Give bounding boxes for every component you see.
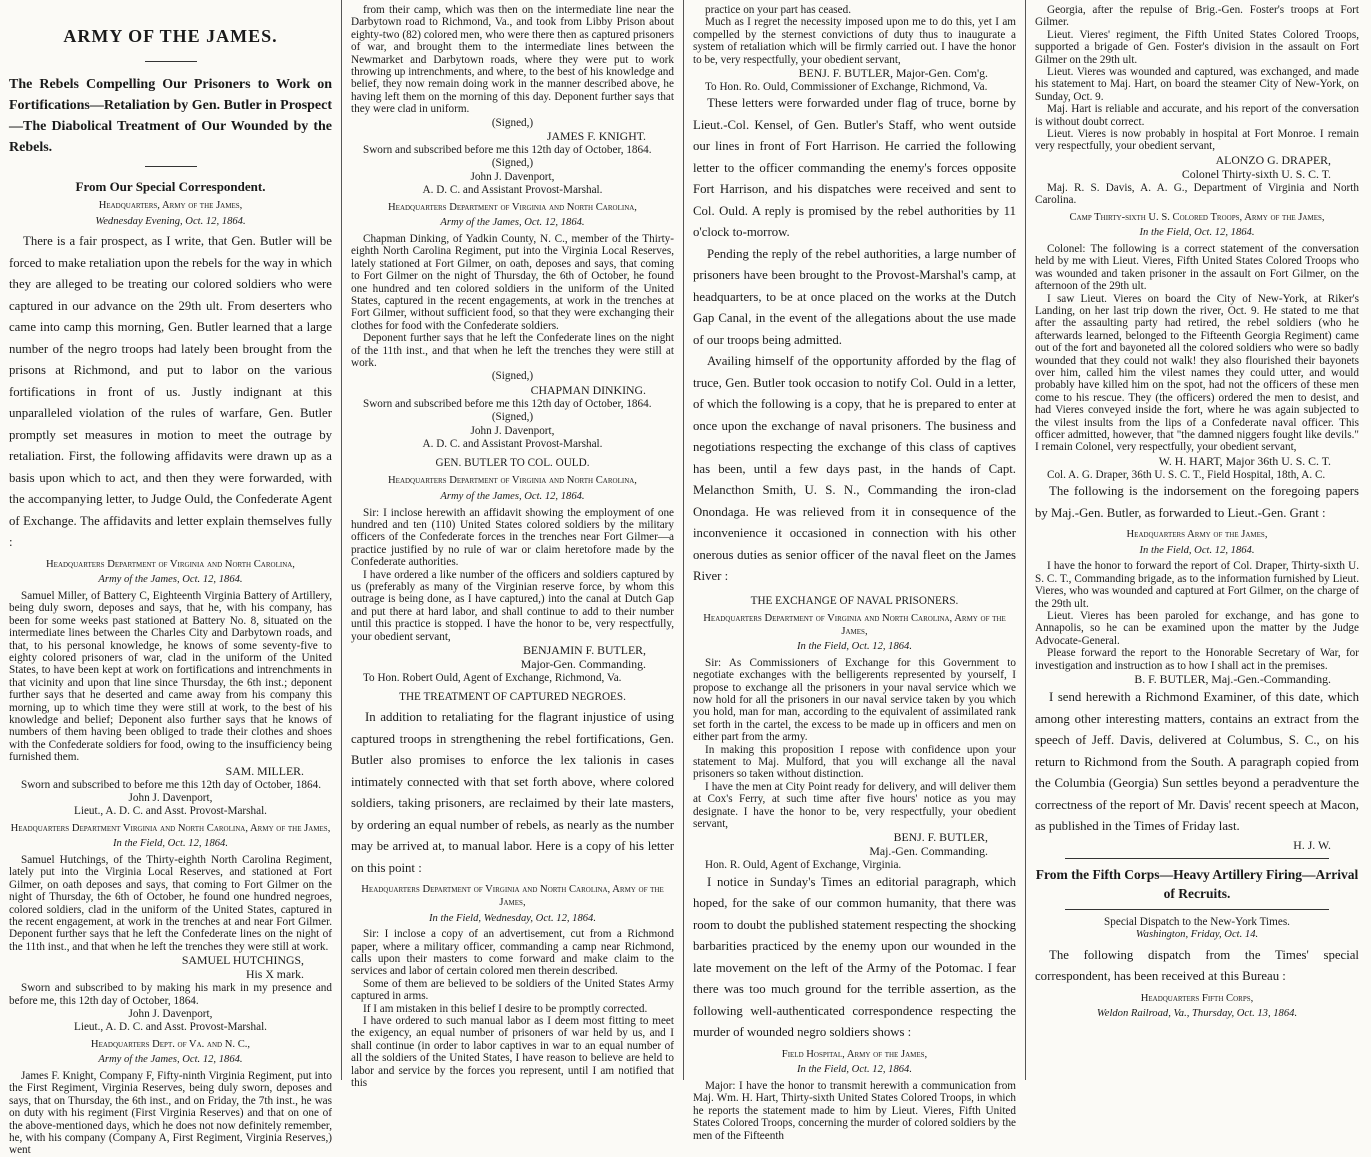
hq-heading: Field Hospital, Army of the James, [781,1048,928,1060]
letter-paragraph: I have ordered a like number of the officers and soldiers captured by us (preferably as many of the Virginian reserve force, by whom this outrage is being done, as I have captured,) into the canal at Dutch Gap and put there at hard labor, and shall continue to add to their number until this practice is stopped. I have the honor to be, very respectfully, your obedient servant, [351,568,674,643]
body-paragraph: These letters were forwarded under flag of truce, borne by Lieut.-Col. Kensel, of Gen. Butler's Staff, who went outside our lines in front of Fort Harrison. He carried the following letter to the officer commanding the enemy's forces opposite Fort Harrison, and his dispatches were received and sent to Col. Ould. A reply is promised by the rebel authorities by 11 o'clock to-morrow. [693,96,1016,240]
hq-subheading: Army of the James, Oct. 12, 1864. [98,574,243,586]
addressee: To Hon. Ro. Ould, Commissioner of Exchange, Richmond, Va. [705,81,988,94]
letter-paragraph: Much as I regret the necessity imposed upon me to do this, yet I am compelled by the sternest convictions of duty thus to inaugurate a system of retaliation which will be firmly carried out. I have the honor to be, very respectfully, your obedient servant, [693,16,1016,66]
signature: John J. Davenport, [470,170,555,183]
signature-title: Maj.-Gen. Commanding. [869,844,988,859]
signature-title: Major-Gen. Commanding. [520,657,646,672]
signature: W. H. HART, Major 36th U. S. C. T. [1158,453,1331,468]
signature: John J. Davenport, [128,791,213,804]
hq-heading: Headquarters Department of Virginia and North Carolina, [388,475,637,487]
section-subhead: GEN. BUTLER TO COL. OULD. [435,457,590,470]
signature: BENJ. F. BUTLER, Major-Gen. Com'g. [798,66,988,81]
column-3 [684,0,1026,1142]
masthead-rule [145,61,197,62]
hq-subheading: Army of the James, Oct. 12, 1864. [440,217,585,229]
correspondent-line: From Our Special Correspondent. [75,179,266,194]
addressee: To Hon. Robert Ould, Agent of Exchange, Richmond, Va. [363,672,622,685]
signature: John J. Davenport, [128,1008,213,1021]
hq-heading: Headquarters Department Virginia and North Carolina, Army of the James, [10,822,331,834]
body-paragraph: I notice in Sunday's Times an editorial paragraph, which hoped, for the sake of our common humanity, that there was room to doubt the published statement respecting the shocking barbarities practiced by the enemy upon our wounded in the late movement on the left of the Army of the Potomac. I fear there was too much ground for the terrible assertion, as the following well-authenticated correspondence respecting the murder of wounded negro soldiers shows : [693,874,1016,1040]
hq-subheading: In the Field, Oct. 12, 1864. [796,1064,913,1076]
letter-paragraph: Lieut. Vieres' regiment, the Fifth United States Colored Troops, supported a brigade of Gen. Foster's division in the assault on Fort Gilmer on the 29th ult. [1035,28,1359,66]
addressee: Maj. R. S. Davis, A. A. G., Department of Virginia and North Carolina. [1035,181,1359,207]
body-paragraph: Availing himself of the opportunity afforded by the flag of truce, Gen. Butler took occasion to notify Col. Ould in a letter, of which the following is a copy, that he is prepared to enter at once upon the exchange of naval prisoners. The business and negotiations respecting the exchange of this class of captives has been, until a few days past, in the hands of Capt. Melancthon Smith, U. S. N., Commanding the iron-clad Onondaga. He was relieved from it in consequence of the inconvenience it occasioned in connection with his other onerous duties as senior officer of the naval fleet on the James River : [693,354,1016,584]
letter-paragraph: Maj. Hart is reliable and accurate, and his report of the conversation is without doubt correct. [1035,103,1359,128]
letter-paragraph: If I am mistaken in this belief I desire to be promptly corrected. [363,1002,648,1015]
intro-paragraph: There is a fair prospect, as I write, that Gen. Butler will be forced to make retaliation upon the rebels for the way in which they are alleged to be treating our colored soldiers who were captured in our advance on the 29th ult. From deserters who came into camp this morning, Gen. Butler learned that a large number of the negro troops had lately been brought from the prisons at Richmond, and put to labor on the various fortifications in front of us. Justly indignant at this unparalleled violation of the rules of warfare, Gen. Butler promptly set measures in motion to meet the outrage by retaliation. First, the following affidavits were drawn up as a basis upon which to act, and then they were forwarded, with the accompanying letter, to Judge Ould, the Confederate Agent of Exchange. The affidavits and letter explain themselves fully : [9,234,332,550]
hq-heading: Headquarters Department of Virginia and North Carolina, [46,558,295,570]
signed-marker: (Signed,) [491,411,534,424]
signature: JAMES F. KNIGHT. [546,129,646,144]
sworn-statement: Sworn and subscribed to before me this 12th day of October, 1864. [21,778,321,791]
letter-paragraph: Please forward the report to the Honorable Secretary of War, for investigation and instruction as to how I shall act in the premises. [1035,647,1359,672]
signed-marker: (Signed,) [491,370,534,383]
hq-subheading: Army of the James, Oct. 12, 1864. [98,1054,243,1066]
letter-paragraph: I have the men at City Point ready for delivery, and will deliver them at Cox's Ferry, at such time after five hours' notice as you may designate. I have the honor to be, very respectfully, your obedient servant, [693,780,1016,830]
body-paragraph: The following dispatch from the Times' special correspondent, has been received at this Bureau : [1035,947,1359,984]
hq-subheading: Army of the James, Oct. 12, 1864. [440,490,585,502]
letter-paragraph: Lieut. Vieres was wounded and captured, was exchanged, and made his statement to Maj. Hart, on board the steamer City of New-York, on Sunday, Oct. 9. [1035,66,1359,103]
signature-title: Lieut., A. D. C. and Asst. Provost-Marshal. [74,805,267,818]
article-title: From the Fifth Corps—Heavy Artillery Firing—Arrival of Recruits. [1035,866,1359,901]
signature-initials: H. J. W. [1293,837,1331,852]
hq-heading: Headquarters Department of Virginia and North Carolina, Army of the James, [361,884,664,909]
signature: BENJ. F. BUTLER, [893,830,988,845]
special-dispatch-line: Special Dispatch to the New-York Times. [1104,915,1290,928]
affidavit-hutchings: Samuel Hutchings, of the Thirty-eighth North Carolina Regiment, lately put into the Virginia Local Reserves, and stationed at Fort Gilmer, on oath deposes and says, that coming to Fort Gilmer on the night of Thursday, the 6th of October, he found one hundred negroes, colored soldiers, clad in the uniform of the United States, captured in the recent engagement, at work in the trenches at and near Fort Gilmer. Deponent further says that he left the Confederate lines on the night of the 11th inst., and that when he left the trenches they were still at work. [9,853,332,953]
dateline-2: Wednesday Evening, Oct. 12, 1864. [95,215,246,227]
signature: CHAPMAN DINKING. [530,382,646,397]
hq-subheading: In the Field, Oct. 12, 1864. [1139,227,1255,239]
sworn-statement: Sworn and subscribed before me this 12th day of October, 1864. [363,144,652,157]
signed-marker: (Signed,) [491,157,534,170]
hq-subheading: In the Field, Oct. 12, 1864. [796,641,913,653]
letter-paragraph: I have ordered to such manual labor as I deem most fitting to meet the exigency, an equal number of prisoners of war held by us, and I shall continue (in order to labor captives in war to an equal number of all the soldiers of the United States, I have reason to believe are held to labor and service by the forces you represent, until I am notified that this [351,1015,674,1090]
signature: SAM. MILLER. [225,763,304,778]
column-1 [0,0,342,1157]
hq-heading: Camp Thirty-sixth U. S. Colored Troops, Army of the James, [1069,211,1325,223]
signature: SAMUEL HUTCHINGS, [181,953,304,968]
letter-paragraph: Some of them are believed to be soldiers of the United States Army captured in arms. [351,977,674,1003]
sworn-statement: Sworn and subscribed to by making his mark in my presence and before me, this 12th day of October, 1864. [9,982,332,1007]
signature: John J. Davenport, [470,424,555,437]
hq-heading: Headquarters Army of the James, [1126,529,1268,541]
section-rule [1065,858,1329,859]
dateline: Washington, Friday, Oct. 14. [1135,928,1259,940]
section-subhead: THE TREATMENT OF CAPTURED NEGROES. [399,691,626,704]
article-masthead: ARMY OF THE JAMES. [63,26,278,46]
affidavit-miller: Samuel Miller, of Battery C, Eighteenth Virginia Battery of Artillery, being duly sworn, deposes and says, that he, with his company, has been for some weeks past stationed at Battery No. 8, situated on the intermediate lines between the Charles City and Darbytown roads, and that, to his personal knowledge, he knows of some seventy-five to eighty colored prisoners of war, clad in the uniform of the United States, to have been kept at work on fortifications and intrenchments in that vicinity and upon that line since Thursday, the 6th inst.; deponent further says that he deserted and came away from his company this morning, up to which time they were still at work, to the best of his knowledge and belief; Deponent also further says that he knows of numbers of them having been obliged to trade their clothes and shoes with the Confederate soldiers for food, owing to the insufficiency being furnished them. [9,589,332,764]
affidavit-dinking: Chapman Dinking, of Yadkin County, N. C., member of the Thirty-eighth North Carolina Regiment, put into the Virginia Local Reserves, lately stationed at Fort Gilmer, on oath, deposes and says, that coming to Fort Gilmer on the night of Thursday, the 6th of October, he found one hundred and ten colored soldiers in the uniform of the United States, captured in the recent engagements, at work in the trenches at Fort Gilmer, without sufficient food, so that they were exchanging their clothes for food with the Confederate soldiers. [351,232,674,332]
hq-heading: Headquarters Fifth Corps, [1140,992,1254,1004]
signature-title: Lieut., A. D. C. and Asst. Provost-Marshal. [74,1021,267,1034]
letter-paragraph: Sir: As Commissioners of Exchange for this Government to negotiate exchanges with the belligerents represented by yourself, I propose to exchange all the prisoners in your naval service which we now hold for all the prisoners in our naval service taken by you which you hold, man for man, according to the equivalent of assimilated rank set forth in the cartel, the excess to be made up in officers and men on either part from the army. [693,656,1016,744]
letter-paragraph: I saw Lieut. Vieres on board the City of New-York, at Riker's Landing, on her last trip down the river, Oct. 9. He stated to me that after the assaulting party had retired, the rebel soldiers (who he afterwards learned, belonged to the Fifteenth Georgia Regiment) came out of the fort and bayoneted all the colored soldiers who were so badly wounded that they could not walk! they also flourished their bayonets over him, called him the vilest names they could utter, and would probably have killed him on the spot, had not the officers of these men come to his rescue. They (the officers) ordered the men to desist, and had Vieres conveyed inside the fort, where he was again subjected to the vilest insults from the lips of a Confederate naval officer. This officer admitted, however, that "the damned niggers fought like devils." I remain Colonel, very respectfully, your obedient servant, [1035,292,1359,454]
column-2 [342,0,684,1090]
hq-subheading: In the Field, Oct. 12, 1864. [1139,544,1255,556]
article-deck: The Rebels Compelling Our Prisoners to Work on Fortifications—Retaliation by Gen. Butler in Prospect—The Diabolical Treatment of Our Wounded by the Rebels. [9,77,333,155]
letter-paragraph: Lieut. Vieres is now probably in hospital at Fort Monroe. I remain very respectfully, your obedient servant, [1035,128,1359,153]
affidavit-knight-continued: from their camp, which was then on the intermediate line near the Darbytown road to Richmond, Va., and took from Libby Prison about eighty-two (82) colored men, who were there then as captured prisoners of war, and brought them to the intermediate lines between the Newmarket and Darbytown roads, where they were put to work throwing up intrenchments, and where, to the best of his knowledge and belief, they now remain doing work in the manner described above, he having left them on the morning of this day. Deponent further says that they were clad in uniform. [351,4,674,116]
letter-paragraph: I have the honor to forward the report of Col. Draper, Thirty-sixth U. S. C. T., Commanding brigade, as to the information furnished by Lieut. Vieres, who was wounded and captured at Fort Gilmer, on the charge of the 29th ult. [1035,560,1359,610]
deck-rule [145,166,197,167]
dateline-1: Headquarters, Army of the James, [98,200,243,211]
hq-subheading: Weldon Railroad, Va., Thursday, Oct. 13, 1864. [1096,1008,1298,1020]
letter-paragraph: Sir: I inclose a copy of an advertisement, cut from a Richmond paper, where a military officer, commanding a camp near Richmond, calls upon their masters to come forward and make claim to the services and labor of certain colored men therein described. [351,928,674,978]
signature: B. F. BUTLER, Maj.-Gen.-Commanding. [1134,672,1331,687]
body-paragraph: The following is the indorsement on the foregoing papers by Maj.-Gen. Butler, as forwarded to Lieut.-Gen. Grant : [1035,484,1359,520]
signature: ALONZO G. DRAPER, [1215,152,1331,167]
signature-title: A. D. C. and Assistant Provost-Marshal. [422,184,603,197]
hq-heading: Headquarters Dept. of Va. and N. C., [90,1038,251,1050]
signature: BENJAMIN F. BUTLER, [523,643,646,658]
signed-marker: (Signed,) [491,116,534,129]
letter-paragraph: In making this proposition I repose with confidence upon your statement to Maj. Mulford, that you will exchange all the naval prisoners so taken without distinction. [693,743,1016,781]
section-rule [1065,909,1329,910]
hq-subheading: In the Field, Wednesday, Oct. 12, 1864. [428,912,597,924]
section-subhead: THE EXCHANGE OF NAVAL PRISONERS. [750,594,959,607]
sworn-statement: Sworn and subscribed before me this 12th day of October, 1864. [363,397,652,410]
body-paragraph: I send herewith a Richmond Examiner, of this date, which among other interesting matters, contains an extract from the speech of Jeff. Davis, delivered at Columbus, S. C., on his return to Richmond from the South. A paragraph copied from the Columbia (Georgia) Sun settles beyond a peradventure the correctness of the report of Mr. Davis' recent speech at Macon, as published in the Times of Friday last. [1035,690,1359,834]
affidavit-knight: James F. Knight, Company F, Fifty-ninth Virginia Regiment, put into the First Regiment, Virginia Reserves, being duly sworn, deposes and says, that on Thursday, the 6th inst., and on Friday, the 7th inst., he was on duty with his regiment (First Virginia Reserves) and that on one of the above-mentioned days, which he does not now definitely remember, he, with his company (Company A, First Regiment, Virginia Reserves,) went [9,1070,332,1157]
body-paragraph: In addition to retaliating for the flagrant injustice of using captured troops in strengthening the rebel fortifications, Gen. Butler also promises to enforce the lex talionis in cases intimately connected with that set forth above, where colored soldiers, taking prisoners, are reclaimed by their late masters, by ordering an equal number of rebels, as nearly as the number may be arrived at, to manual labor. Here is a copy of his letter on this point : [351,710,674,875]
body-paragraph: Pending the reply of the rebel authorities, a large number of prisoners have been brought to the Provost-Marshal's camp, at headquarters, to be at once placed on the works at the Dutch Gap Canal, in the event of the allegations about the use made of our troops being admitted. [693,246,1016,347]
letter-continued: practice on your part has ceased. [705,4,851,16]
addressee: Hon. R. Ould, Agent of Exchange, Virginia. [705,859,902,872]
signature-title: Colonel Thirty-sixth U. S. C. T. [1181,166,1331,181]
column-4 [1026,0,1368,1080]
affidavit-dinking-2: Deponent further says that he left the Confederate lines on the night of the 11th inst., and that when he left the trenches they were still at work. [351,332,674,369]
letter-continued: Georgia, after the repulse of Brig.-Gen. Foster's troops at Fort Gilmer. [1035,4,1359,29]
letter-paragraph: Sir: I inclose herewith an affidavit showing the employment of one hundred and ten (110) United States colored soldiers by the military officers of the Confederate forces in the trenches near Fort Gilmer—a practice justified by no rule of war or claim heretofore made by the Confederate authorities. [351,506,674,569]
signature-mark: His X mark. [246,967,304,982]
signature-title: A. D. C. and Assistant Provost-Marshal. [422,437,603,450]
hq-heading: Headquarters Department of Virginia and North Carolina, [388,201,637,213]
letter-paragraph: Major: I have the honor to transmit herewith a communication from Maj. Wm. H. Hart, Thirty-sixth United States Colored Troops, in which he reports the statement made to him by Lieut. Vieres, Fifth United States Colored Troops, concerning the murder of colored soldiers by the men of the Fifteenth [693,1080,1016,1142]
letter-paragraph: Colonel: The following is a correct statement of the conversation held by me with Lieut. Vieres, Fifth United States Colored Troops who was wounded and taken prisoner in the assault on Fort Gilmer, on the afternoon of the 29th ult. [1035,242,1359,293]
hq-subheading: In the Field, Oct. 12, 1864. [112,838,229,850]
letter-paragraph: Lieut. Vieres has been paroled for exchange, and has gone to Annapolis, so he can be examined upon the matter by the Judge Advocate-General. [1035,610,1359,647]
addressee: Col. A. G. Draper, 36th U. S. C. T., Field Hospital, 18th, A. C. [1047,468,1326,481]
hq-heading: Headquarters Department of Virginia and North Carolina, Army of the James, [703,612,1006,637]
